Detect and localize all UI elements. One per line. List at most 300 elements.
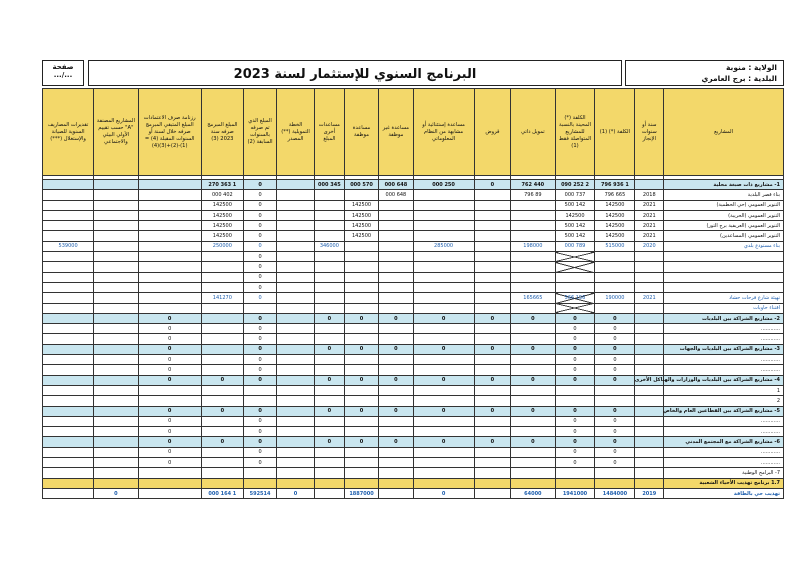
table-row [43,241,784,251]
assigned-aid-cell: 0 [344,375,378,385]
assigned-aid-cell [344,385,378,395]
project-name: تهيئة شارع فرحات حشاد [664,293,784,303]
other-amount-cell [314,478,344,488]
table-row [43,210,784,220]
spent-prev-cell: 0 [243,293,276,303]
table-row [43,252,784,262]
spend-rest-cell [138,282,201,292]
project-name: التنوير العمومي (المساعدين) [664,231,784,241]
assigned-aid-cell [344,252,378,262]
annual-costs-cell [43,324,94,334]
col-other-aid: مساعدات أخرى [318,121,340,135]
spend-2023-cell [201,324,243,334]
spent-prev-cell: 0 [243,375,276,385]
unassigned-aid-cell [379,355,413,365]
table-row [43,396,784,406]
loans-cell [474,252,511,262]
spent-prev-cell: 0 [243,262,276,272]
spent-prev-cell: 0 [243,324,276,334]
table-row [43,262,784,272]
exceptional-aid-cell [413,303,474,313]
cost-updated-cell: 0 [555,313,595,323]
loans-cell [474,365,511,375]
cost-cell [595,385,635,395]
spend-2023-cell: 141270 [201,293,243,303]
cost-updated-cell: 0 [555,344,595,354]
spend-2023-cell: 1 164 000 [201,488,243,498]
other-amount-cell [314,458,344,468]
assigned-aid-cell [344,355,378,365]
prog-a-cell [94,458,138,468]
annual-costs-cell [43,375,94,385]
other-amount-cell [314,221,344,231]
annual-costs-cell [43,458,94,468]
self-funding-cell [511,200,555,210]
prog-a-cell [94,293,138,303]
other-source-cell [277,180,315,190]
cost-updated-cell: 142 500 [555,200,595,210]
table-row [43,293,784,303]
assigned-aid-cell [344,282,378,292]
year-cell [635,334,664,344]
project-name: 2 [664,396,784,406]
spent-prev-cell [243,468,276,478]
other-source-cell [277,416,315,426]
cost-updated-cell: 0 [555,406,595,416]
spend-2023-cell [201,355,243,365]
cost-updated-cell: 0 [555,427,595,437]
annual-costs-cell [43,252,94,262]
year-cell [635,385,664,395]
project-name: التنوير العمومي (الحريبة) [664,210,784,220]
other-source-cell [277,334,315,344]
exceptional-aid-cell [413,468,474,478]
unassigned-aid-cell: 0 [379,375,413,385]
spend-rest-cell: 0 [138,458,201,468]
location-box [625,60,784,86]
annual-costs-cell [43,231,94,241]
loans-cell [474,355,511,365]
other-amount-cell [314,231,344,241]
self-funding-cell [511,303,555,313]
spend-2023-cell [201,334,243,344]
other-amount-cell [314,355,344,365]
table-row [43,190,784,200]
annual-costs-cell [43,282,94,292]
spend-2023-cell: 1 363 270 [201,180,243,190]
cost-updated-cell: 0 [555,375,595,385]
loans-cell [474,478,511,488]
other-amount-cell [314,210,344,220]
cost-cell [595,396,635,406]
self-funding-cell [511,324,555,334]
other-amount-cell [314,252,344,262]
spent-prev-cell: 0 [243,458,276,468]
exceptional-aid-cell: 0 [413,313,474,323]
col-spent-prev: المبلغ الذي تم صرفه بالسنوات السابقة (2) [243,89,276,176]
annual-costs-cell [43,385,94,395]
table-row [43,468,784,478]
year-cell: 2021 [635,210,664,220]
other-amount-cell [314,303,344,313]
spend-2023-cell: 142500 [201,200,243,210]
spend-rest-cell: 0 [138,365,201,375]
project-name: 1 [664,385,784,395]
spend-2023-cell: 142500 [201,231,243,241]
loans-cell [474,190,511,200]
year-cell [635,272,664,282]
annual-costs-cell [43,313,94,323]
other-amount-cell: 0 [314,437,344,447]
spend-rest-cell [138,200,201,210]
loans-cell [474,416,511,426]
col-self-funding: تمويل ذاتي [511,89,555,176]
self-funding-cell [511,262,555,272]
page-label: صفحة [52,63,74,71]
spend-rest-cell [138,262,201,272]
other-source-cell [277,313,315,323]
cost-cell: 0 [595,365,635,375]
spend-rest-cell [138,241,201,251]
exceptional-aid-cell [413,396,474,406]
col-funding-group: الخطة التمويلية (**) [281,121,310,135]
project-name: ............ [664,355,784,365]
prog-a-cell [94,437,138,447]
spent-prev-cell [243,303,276,313]
self-funding-cell [511,365,555,375]
other-amount-cell: 0 [314,406,344,416]
unassigned-aid-cell [379,458,413,468]
project-name: تهذيب حي بالطاقة [664,488,784,498]
exceptional-aid-cell [413,416,474,426]
cost-updated-cell: 0 [555,416,595,426]
other-amount-cell [314,200,344,210]
cost-updated-cell [555,282,595,292]
project-name: 3- مشاريع الشراكة بين البلديات والجهات [664,344,784,354]
col-other-source [277,89,315,176]
col-exceptional-aid: مساعدة إستثنائية أو مشابهة من النظام المعلوماتي [413,89,474,176]
cost-cell: 142500 [595,200,635,210]
spent-prev-cell: 0 [243,406,276,416]
annual-costs-cell [43,365,94,375]
spend-2023-cell: 402 000 [201,190,243,200]
exceptional-aid-cell: 0 [413,437,474,447]
col-year: سنة أو سنوات الإنجاز [635,89,664,176]
spent-prev-cell [243,385,276,395]
self-funding-cell: 0 [511,313,555,323]
assigned-aid-cell [344,241,378,251]
spend-rest-cell [138,478,201,488]
other-amount-cell [314,427,344,437]
prog-a-cell [94,416,138,426]
project-name: التنوير العمومي (العريفية برج التور) [664,221,784,231]
unassigned-aid-cell [379,324,413,334]
assigned-aid-cell: 0 [344,406,378,416]
other-amount-cell [314,190,344,200]
prog-a-cell [94,252,138,262]
cost-cell [595,282,635,292]
spent-prev-cell: 0 [243,437,276,447]
unassigned-aid-cell [379,416,413,426]
prog-a-cell [94,190,138,200]
exceptional-aid-cell [413,221,474,231]
col-source: المصدر [287,135,304,142]
exceptional-aid-cell: 0 [413,375,474,385]
exceptional-aid-cell [413,252,474,262]
investment-table [42,88,784,499]
cost-cell: 0 [595,334,635,344]
year-cell: 2021 [635,200,664,210]
other-amount-cell [314,488,344,498]
prog-a-cell [94,355,138,365]
spend-2023-cell: 0 [201,375,243,385]
prog-a-cell [94,375,138,385]
exceptional-aid-cell [413,355,474,365]
spent-prev-cell: 0 [243,447,276,457]
year-cell: 2019 [635,488,664,498]
unassigned-aid-cell [379,262,413,272]
table-row [43,416,784,426]
project-name: بناء قصر البلدية [664,190,784,200]
other-amount-cell [314,468,344,478]
spent-prev-cell: 0 [243,252,276,262]
loans-cell [474,447,511,457]
col-amount: المبلغ [323,135,336,142]
assigned-aid-cell [344,190,378,200]
other-source-cell [277,221,315,231]
spend-rest-cell [138,468,201,478]
table-row [43,313,784,323]
assigned-aid-cell [344,427,378,437]
loans-cell [474,221,511,231]
unassigned-aid-cell: 0 [379,437,413,447]
self-funding-cell [511,221,555,231]
page-box [42,60,84,86]
unassigned-aid-cell [379,447,413,457]
exceptional-aid-cell [413,272,474,282]
annual-costs-cell [43,334,94,344]
other-source-cell [277,396,315,406]
cost-cell [595,468,635,478]
project-name: ............ [664,334,784,344]
project-name: 5- مشاريع الشراكة بين القطاعين العام والخاص [664,406,784,416]
cost-cell: 0 [595,324,635,334]
col-spend-2023: المبلغ المبرمج صرفه سنة 2023 (3) [201,89,243,176]
cost-updated-cell: 0 [555,324,595,334]
prog-a-cell [94,313,138,323]
cost-updated-cell [555,478,595,488]
self-funding-cell [511,385,555,395]
loans-cell [474,210,511,220]
other-source-cell [277,210,315,220]
year-cell [635,180,664,190]
governorate-label: الولاية : منوبة [725,63,777,72]
other-source-cell [277,282,315,292]
cost-updated-cell [555,272,595,282]
project-name [664,262,784,272]
loans-cell [474,293,511,303]
assigned-aid-cell [344,365,378,375]
spend-rest-cell: 0 [138,427,201,437]
self-funding-cell: 0 [511,344,555,354]
cost-updated-cell: 0 [555,437,595,447]
other-amount-cell [314,385,344,395]
unassigned-aid-cell [379,272,413,282]
table-row [43,282,784,292]
spend-2023-cell: 142500 [201,221,243,231]
annual-costs-cell [43,272,94,282]
self-funding-cell [511,231,555,241]
loans-cell [474,231,511,241]
project-name: التنوير العمومي (حي الحطمية) [664,200,784,210]
year-cell [635,365,664,375]
loans-cell [474,324,511,334]
year-cell [635,416,664,426]
year-cell: 2021 [635,293,664,303]
assigned-aid-cell [344,468,378,478]
exceptional-aid-cell [413,385,474,395]
unassigned-aid-cell [379,293,413,303]
exceptional-aid-cell [413,458,474,468]
assigned-aid-cell [344,447,378,457]
other-amount-cell: 346000 [314,241,344,251]
table-row [43,385,784,395]
exceptional-aid-cell [413,334,474,344]
spent-prev-cell: 0 [243,344,276,354]
cost-cell: 0 [595,458,635,468]
spent-prev-cell: 0 [243,210,276,220]
loans-cell [474,282,511,292]
table-row [43,231,784,241]
self-funding-cell [511,334,555,344]
spend-2023-cell [201,385,243,395]
spent-prev-cell [243,396,276,406]
exceptional-aid-cell: 0 [413,406,474,416]
prog-a-cell [94,221,138,231]
prog-a-cell [94,406,138,416]
spend-2023-cell [201,365,243,375]
unassigned-aid-cell [379,303,413,313]
spent-prev-cell: 0 [243,180,276,190]
other-source-cell [277,365,315,375]
self-funding-cell: 0 [511,406,555,416]
year-cell [635,447,664,457]
project-name [664,282,784,292]
cost-cell: 1484000 [595,488,635,498]
year-cell [635,252,664,262]
table-row [43,447,784,457]
annual-costs-cell [43,488,94,498]
self-funding-cell [511,458,555,468]
cost-updated-cell: 0 [555,458,595,468]
unassigned-aid-cell [379,478,413,488]
annual-costs-cell [43,200,94,210]
spend-rest-cell: 0 [138,437,201,447]
self-funding-cell [511,416,555,426]
annual-costs-cell [43,344,94,354]
spent-prev-cell: 0 [243,231,276,241]
year-cell [635,427,664,437]
spend-rest-cell [138,488,201,498]
other-source-cell [277,190,315,200]
self-funding-cell: 165665 [511,293,555,303]
prog-a-cell [94,334,138,344]
assigned-aid-cell [344,303,378,313]
other-source-cell [277,375,315,385]
cost-updated-cell: 0 [555,355,595,365]
other-source-cell [277,241,315,251]
municipality-label: البلدية : برج العامري [701,74,777,83]
cost-cell: 0 [595,406,635,416]
unassigned-aid-cell [379,385,413,395]
exceptional-aid-cell: 0 [413,488,474,498]
cost-updated-cell [555,262,595,272]
annual-costs-cell [43,293,94,303]
unassigned-aid-cell [379,488,413,498]
spend-2023-cell [201,313,243,323]
prog-a-cell [94,396,138,406]
unassigned-aid-cell [379,210,413,220]
spend-rest-cell: 0 [138,324,201,334]
spend-rest-cell: 0 [138,355,201,365]
spent-prev-cell: 0 [243,313,276,323]
self-funding-cell [511,272,555,282]
assigned-aid-cell: 142500 [344,210,378,220]
other-source-cell [277,252,315,262]
exceptional-aid-cell [413,293,474,303]
cost-updated-cell [555,303,595,313]
exceptional-aid-cell [413,324,474,334]
other-source-cell [277,324,315,334]
spent-prev-cell: 0 [243,190,276,200]
spend-rest-cell: 0 [138,334,201,344]
other-amount-cell [314,365,344,375]
exceptional-aid-cell: 250 000 [413,180,474,190]
year-cell: 2021 [635,221,664,231]
prog-a-cell [94,200,138,210]
project-name: بناء مستودع بلدي [664,241,784,251]
prog-a-cell [94,447,138,457]
project-name [664,252,784,262]
table-row [43,427,784,437]
exceptional-aid-cell [413,427,474,437]
year-cell [635,468,664,478]
other-source-cell [277,406,315,416]
exceptional-aid-cell: 0 [413,344,474,354]
annual-costs-cell: 539000 [43,241,94,251]
assigned-aid-cell [344,324,378,334]
other-source-cell [277,200,315,210]
prog-a-cell [94,262,138,272]
loans-cell: 0 [474,313,511,323]
cost-cell [595,252,635,262]
col-spend-group: رزنامة صرف الاعتمادات [143,114,196,121]
loans-cell [474,385,511,395]
assigned-aid-cell: 142500 [344,200,378,210]
table-header-row [43,89,784,176]
loans-cell [474,427,511,437]
project-name: ............ [664,324,784,334]
spend-2023-cell [201,458,243,468]
table-row [43,221,784,231]
exceptional-aid-cell [413,231,474,241]
year-cell [635,406,664,416]
other-source-cell [277,344,315,354]
other-source-cell [277,303,315,313]
cost-cell: 142500 [595,231,635,241]
col-unassigned-aid: مساعدة غير موظفة [379,89,413,176]
prog-a-cell [94,210,138,220]
